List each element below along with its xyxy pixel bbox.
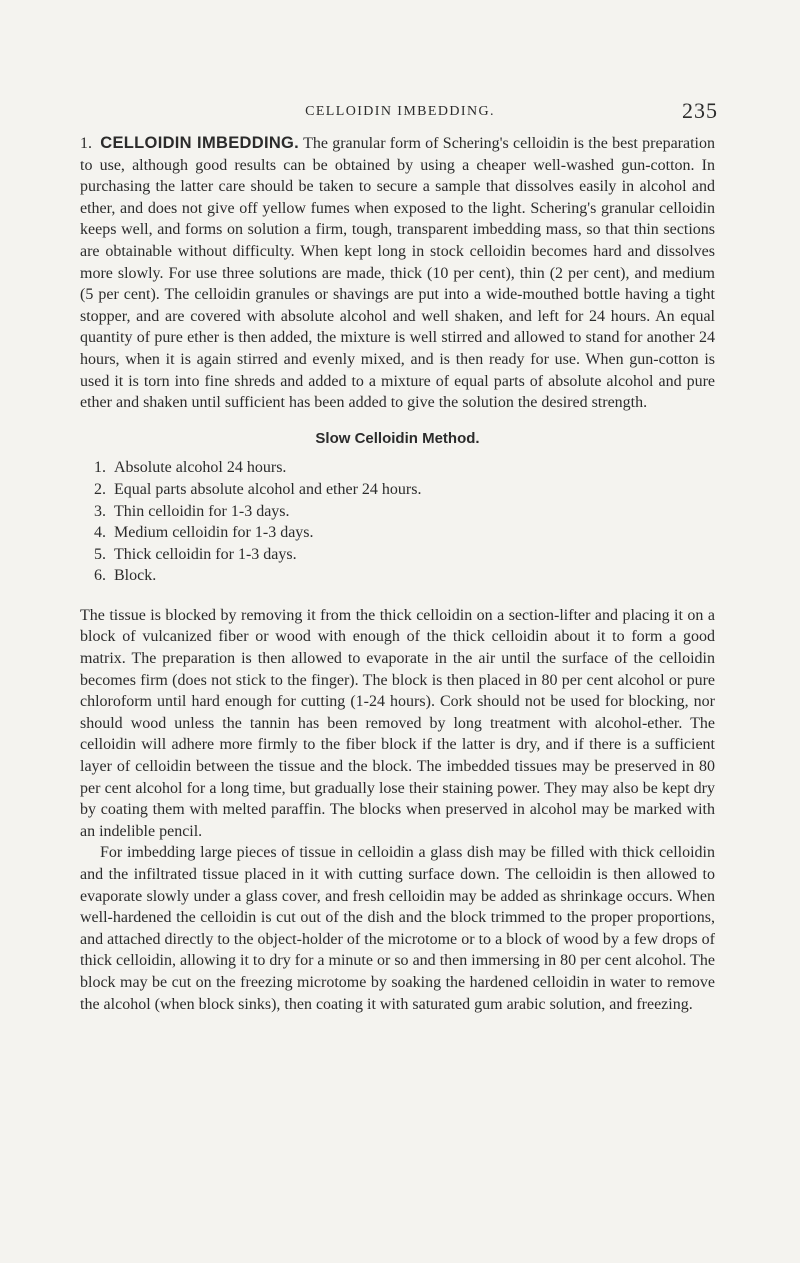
section-title: CELLOIDIN IMBEDDING. — [100, 134, 300, 152]
body-text — [80, 133, 715, 1015]
list-item: 1. Absolute alcohol 24 hours. — [94, 459, 287, 477]
list-item: 5. Thick celloidin for 1-3 days. — [94, 545, 297, 563]
slow-method-steps — [80, 457, 715, 587]
page-number: 235 — [682, 98, 718, 123]
section-number: 1. — [80, 135, 92, 152]
paragraph-blocking: The tissue is blocked by removing it from the thick celloidin on a section-lifter and placing it on a block of vulcanized fiber or wood with enough of the thick celloidin about it to form a good matrix. The preparation is then allowed to evaporate in the air until the surface of the celloidin becomes firm (does not stick to the finger). The block is then placed in 80 per cent alcohol or pure chloroform until hard enough for cutting (1-24 hours). Cork should not be used for blocking, nor should wood unless the tannin has been removed by long treatment with alcohol-ether. The celloidin will adhere more firmly to the fiber block if the latter is dry, and if there is a sufficient layer of celloidin between the tissue and the block. The imbedded tissues may be preserved in 80 per cent alcohol for a long time, but gradually lose their staining power. They may also be kept dry by coating them with melted paraffin. The blocks when preserved in alcohol may be marked with an indelible pencil. — [80, 606, 715, 840]
section-1-paragraph — [80, 133, 715, 414]
list-item: 2. Equal parts absolute alcohol and ether 24 hours. — [94, 480, 422, 498]
slow-method-heading: Slow Celloidin Method. — [315, 429, 480, 447]
paragraph-large-pieces: For imbedding large pieces of tissue in celloidin a glass dish may be filled with thick celloidin and the infiltrated tissue placed in it with cutting surface down. The celloidin is then allowed to evaporate slowly under a glass cover, and fresh celloidin may be added as shrinkage occurs. When well-hardened the celloidin is cut out of the dish and the block trimmed to the proper proportions, and attached directly to the object-holder of the microtome or to a block of wood by a few drops of thick celloidin, allowing it to dry for a minute or so and then immersing in 80 per cent alcohol. The block may be cut on the freezing microtome by soaking the hardened celloidin in water to remove the alcohol (when block sinks), then coating it with saturated gum arabic solution, and freezing. — [80, 844, 715, 1013]
list-item: 6. Block. — [94, 567, 157, 585]
list-item: 3. Thin celloidin for 1-3 days. — [94, 502, 290, 520]
section-1-text: The granular form of Schering's celloidin is the best preparation to use, although good results can be obtained by using a cheaper well-washed gun-cotton. In purchasing the latter care should be taken to secure a sample that dissolves easily in alcohol and ether, and does not give off yellow fumes when exposed to the light. Schering's granular celloidin keeps well, and forms on solution a firm, tough, transparent imbedding mass, so that thin sections are obtainable without difficulty. When kept long in stock celloidin becomes hard and dissolves more slowly. For use three solutions are made, thick (10 per cent), thin (2 per cent), and medium (5 per cent). The celloidin granules or shavings are put into a wide-mouthed bottle having a tight stopper, and are covered with absolute alcohol and well shaken, and left for 24 hours. An equal quantity of pure ether is then added, the mixture is well stirred and allowed to stand for another 24 hours, when it is again stirred and evenly mixed, and is then ready for use. When gun-cotton is used it is torn into fine shreds and added to a mixture of equal parts of absolute alcohol and pure ether and shaken until sufficient has been added to give the solution the desired strength. — [80, 135, 716, 412]
running-head: CELLOIDIN IMBEDDING. — [305, 104, 495, 119]
list-item: 4. Medium celloidin for 1-3 days. — [94, 524, 314, 542]
